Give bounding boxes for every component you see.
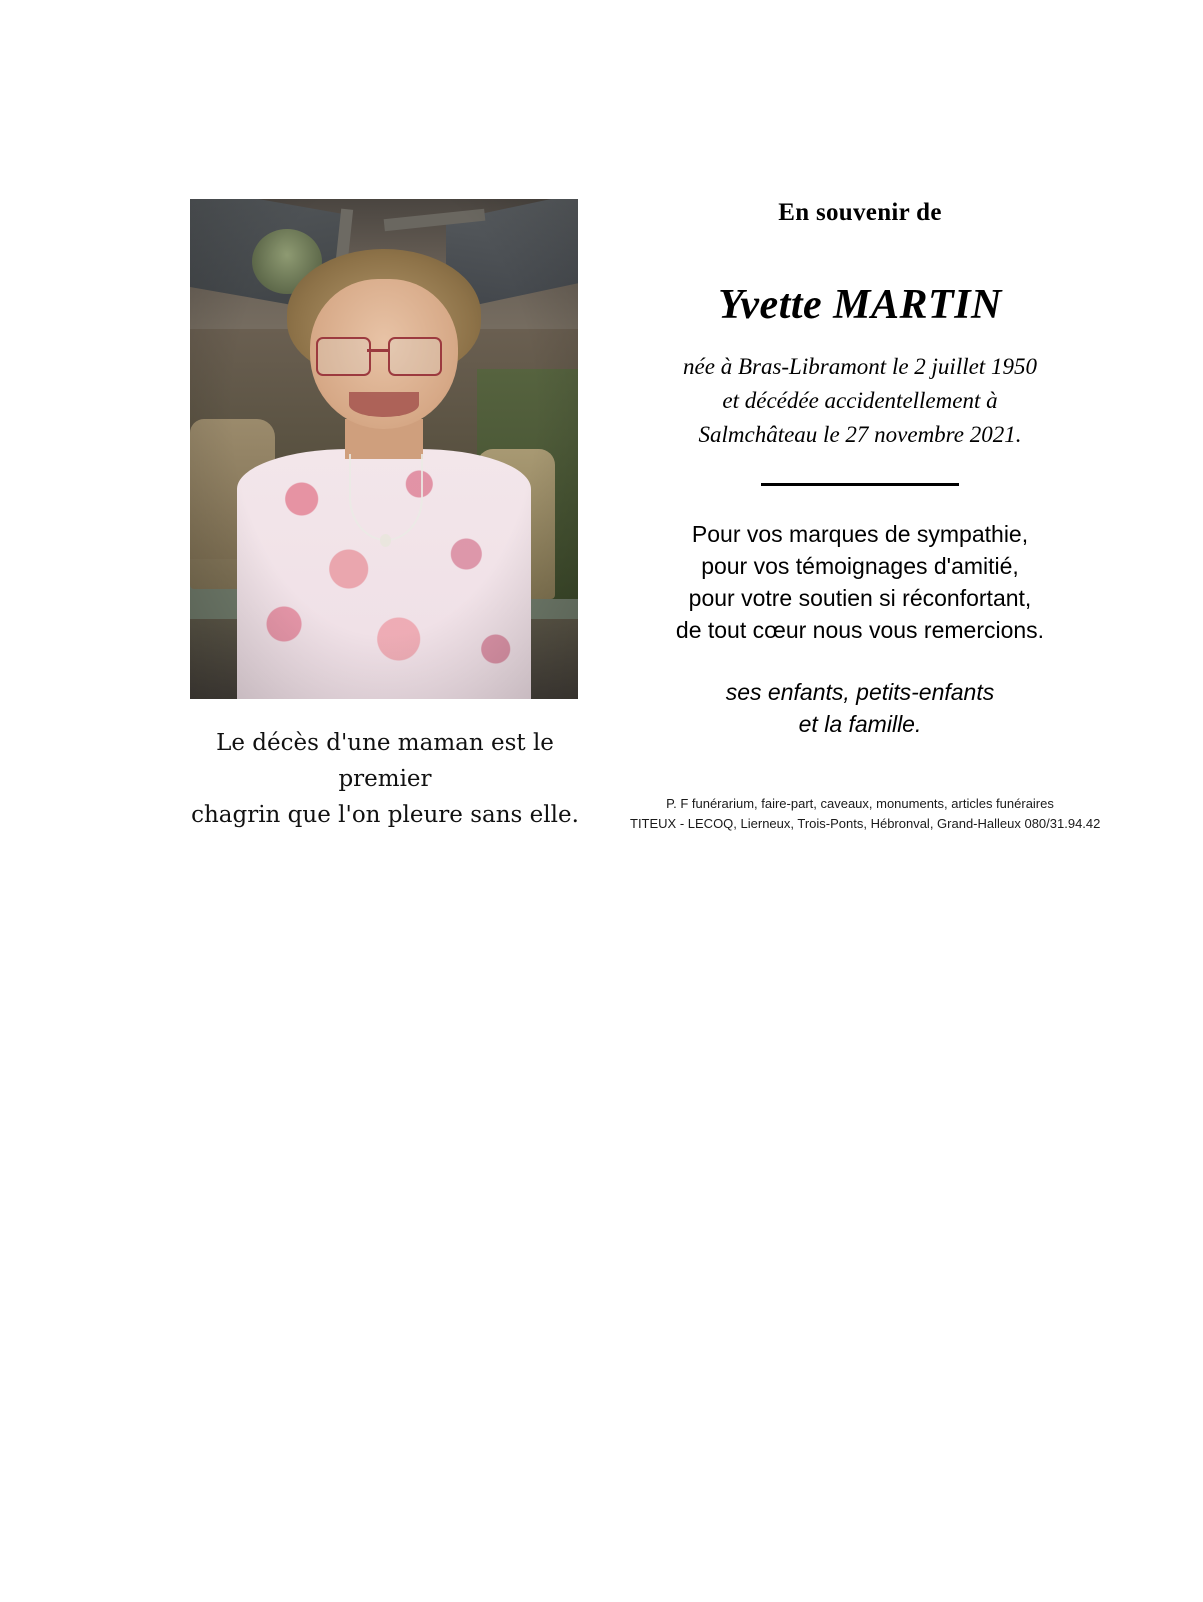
portrait-photo (190, 199, 578, 699)
deceased-name: Yvette MARTIN (718, 282, 1002, 328)
in-memory-heading: En souvenir de (778, 199, 942, 226)
birth-line: née à Bras-Libramont le 2 juillet 1950 (683, 354, 1037, 379)
thanks-line-2: pour vos témoignages d'amitié, (701, 553, 1019, 579)
death-line-2: Salmchâteau le 27 novembre 2021. (698, 422, 1022, 447)
imprint-line-2: TITEUX - LECOQ, Lierneux, Trois-Ponts, Hébronval, Grand-Halleux 080/31.94.42 (630, 816, 1101, 831)
portrait-photo-image (190, 199, 578, 699)
memorial-text-column (630, 199, 1101, 834)
signature-line-2: et la famille. (798, 711, 922, 737)
memorial-quote-line-1: Le décès d'une maman est le premier (216, 730, 554, 792)
thanks-message (630, 518, 1090, 646)
family-signature (630, 676, 1090, 740)
imprint-line-1: P. F funérarium, faire-part, caveaux, monuments, articles funéraires (666, 796, 1054, 811)
thanks-line-1: Pour vos marques de sympathie, (691, 521, 1029, 547)
thanks-line-3: pour votre soutien si réconfortant, (688, 585, 1032, 611)
signature-line-1: ses enfants, petits-enfants (725, 679, 995, 705)
printer-imprint (630, 794, 1101, 834)
photo-vignette (190, 199, 578, 699)
memorial-quote-line-2: chagrin que l'on pleure sans elle. (191, 802, 579, 828)
thanks-line-4: de tout cœur nous vous remercions. (675, 617, 1045, 643)
memorial-quote (168, 725, 602, 833)
life-dates (630, 350, 1090, 452)
divider-rule (761, 483, 959, 486)
death-line-1: et décédée accidentellement à (722, 388, 998, 413)
